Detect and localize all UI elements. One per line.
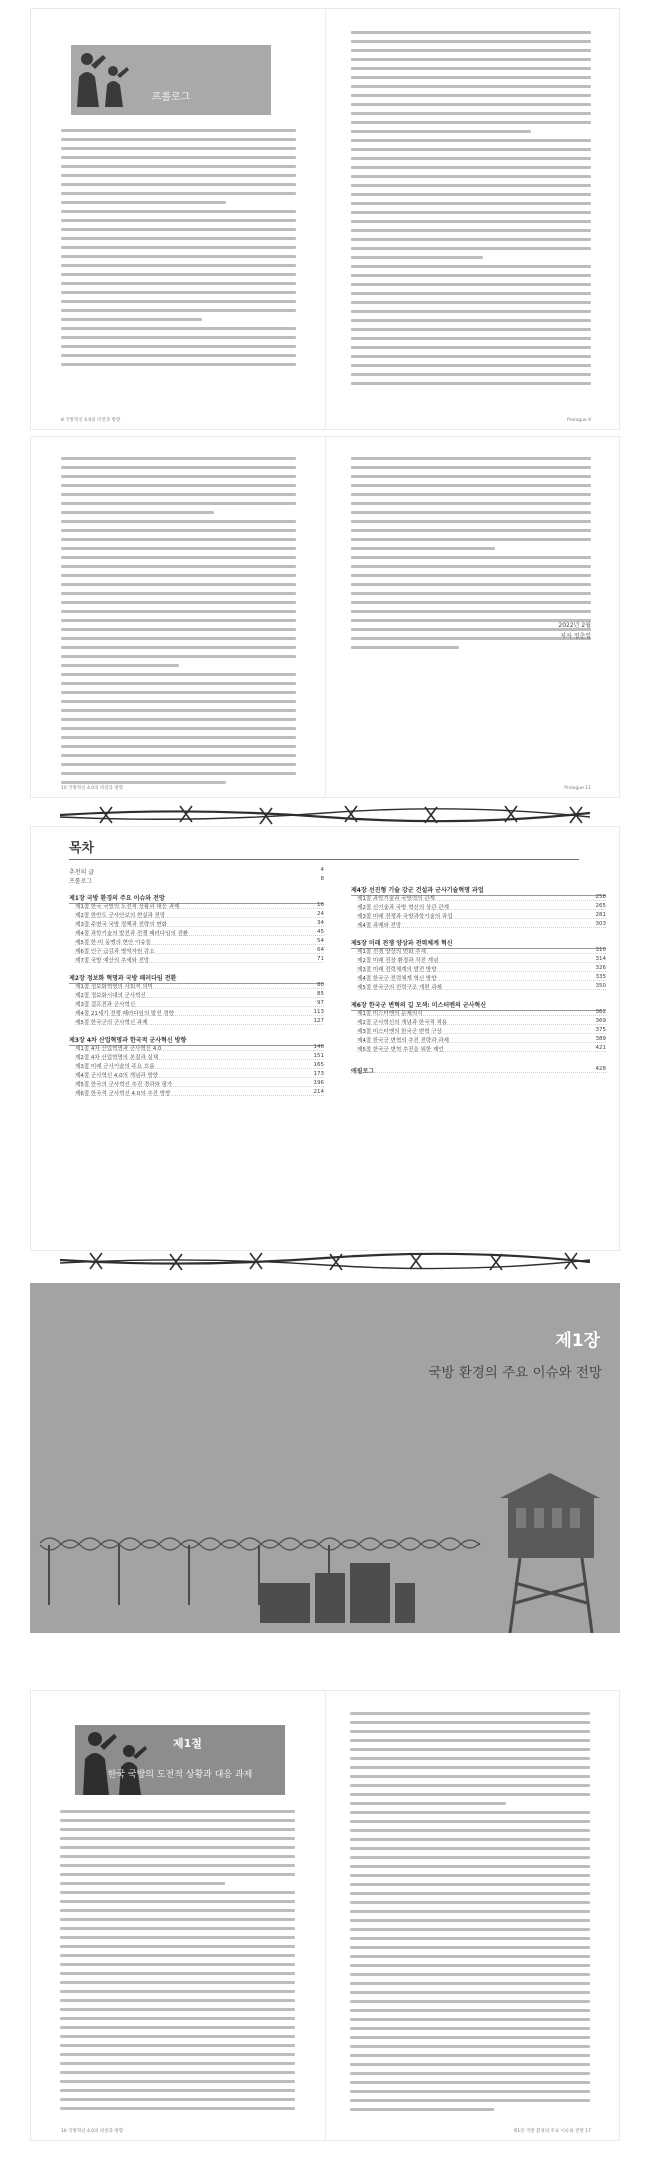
section-number: 제1절 — [173, 1737, 202, 1750]
table-of-contents — [30, 826, 620, 1251]
toc-entry[interactable]: 제5절 한·미 동맹의 현안 이슈들 54 — [75, 938, 324, 946]
section-header-image — [75, 1725, 285, 1795]
toc-entry[interactable]: 프롤로그 8 — [69, 876, 324, 885]
toc-entry[interactable]: 제4절 21세기 전쟁 패러다임의 발전 경향 113 — [75, 1009, 324, 1017]
toc-chapter-3-sections — [69, 1044, 324, 1098]
section-body-text-left — [60, 1810, 295, 2116]
toc-entry[interactable]: 제3절 주변국 국방 정책과 전략의 변화 34 — [75, 920, 324, 928]
toc-chapter-heading[interactable]: 제3장 4차 산업혁명과 한국적 군사혁신 방향 — [69, 1035, 324, 1044]
prologue-body-text-left — [61, 129, 296, 372]
toc-entry[interactable]: 제5절 한국의 군사혁신 추진 경과와 평가 196 — [75, 1080, 324, 1088]
page-footer-right: 제1장 국방 환경의 주요 이슈와 전망 17 — [512, 2129, 591, 2134]
toc-entry[interactable]: 제2절 4차 산업혁명의 본질과 실체 151 — [75, 1053, 324, 1061]
toc-entry[interactable]: 제6절 한국적 군사혁신 4.0의 추진 방향 214 — [75, 1089, 324, 1097]
toc-entry[interactable]: 제2절 한반도 군사안보의 현실과 전망 24 — [75, 911, 324, 919]
prologue-continued-spread — [30, 436, 620, 798]
saluting-soldiers-silhouette — [77, 1725, 167, 1795]
page-footer-left: 10 국방혁신 4.0의 비전과 방향 — [61, 786, 124, 791]
toc-chapter-1-sections — [69, 902, 324, 965]
prologue-continued-text-right — [351, 457, 591, 655]
page-footer-left: 16 국방혁신 4.0의 비전과 방향 — [61, 2129, 124, 2134]
toc-chapter-heading[interactable]: 제2장 정보화 혁명과 국방 패러다임 전환 — [69, 973, 324, 982]
signature-author: 저자 정춘일 — [560, 633, 591, 640]
toc-entry[interactable]: 제1절 정보화혁명의 사회적 의미 80 — [75, 982, 324, 990]
toc-title-rule — [69, 859, 579, 860]
toc-entry[interactable]: 제4절 과제와 전망 303 — [357, 921, 606, 929]
toc-entry[interactable]: 제2절 미래 전장 환경과 작전 개념 314 — [357, 956, 606, 964]
toc-chapter-heading[interactable]: 제1장 국방 환경의 주요 이슈와 전망 — [69, 893, 324, 902]
toc-entry[interactable]: 제1절 미스터맨의 문제의식 362 — [357, 1009, 606, 1017]
toc-entry[interactable]: 제7절 국방 예산의 추세와 전망 71 — [75, 956, 324, 964]
barbed-wire-decoration — [60, 1250, 590, 1274]
toc-entry[interactable]: 제4절 한국군 전력체계 혁신 방향 335 — [357, 974, 606, 982]
toc-chapter-2-sections — [69, 982, 324, 1027]
toc-entry[interactable]: 제3절 미래 전력체계의 발전 방향 326 — [357, 965, 606, 973]
signature-block — [558, 620, 591, 642]
prologue-header-image — [71, 45, 271, 115]
chapter-number: 제1장 — [555, 1331, 600, 1351]
prologue-continued-left-page — [31, 437, 326, 797]
toc-chapter-heading[interactable]: 제4장 선진형 기술 강군 건설과 군사기술혁명 과업 — [351, 885, 606, 894]
prologue-spread — [30, 8, 620, 430]
toc-entry[interactable]: 제3절 미래 군사기술의 주요 흐름 165 — [75, 1062, 324, 1070]
barbed-wire-decoration — [60, 803, 590, 827]
toc-entry[interactable]: 제1절 전쟁 양상의 변화 추세 310 — [357, 947, 606, 955]
page-footer-right: Prologue 11 — [564, 786, 591, 791]
toc-chapter-5-sections — [351, 947, 606, 992]
section-body-text-right — [350, 1712, 590, 2117]
toc-entry[interactable]: 추천의 글 4 — [69, 867, 324, 876]
toc-chapter-heading[interactable]: 제5장 미래 전쟁 양상과 전력체계 혁신 — [351, 938, 606, 947]
toc-entry[interactable]: 제5절 한국군의 군사혁신 과제 127 — [75, 1018, 324, 1026]
chapter-title: 국방 환경의 주요 이슈와 전망 — [428, 1365, 602, 1381]
toc-chapter-4-sections — [351, 894, 606, 930]
toc-entry[interactable]: 제2절 신기술과 국방 혁신의 상관 관계 265 — [357, 903, 606, 911]
toc-entry[interactable]: 제3절 미스터맨의 한국군 변혁 구상 375 — [357, 1027, 606, 1035]
prologue-continued-text-left — [61, 457, 296, 790]
prologue-right-page — [326, 9, 621, 429]
toc-chapter-6-sections — [351, 1009, 606, 1054]
toc-entry[interactable]: 제4절 한국군 변혁의 추진 전략과 과제 389 — [357, 1036, 606, 1044]
toc-entry[interactable]: 제1절 과학기술과 국방력의 관계 258 — [357, 894, 606, 902]
page-footer-left: 8 국방혁신 4.0의 비전과 방향 — [61, 418, 121, 423]
toc-entry[interactable]: 제6절 인구 급감과 병역자원 감소 64 — [75, 947, 324, 955]
toc-entry[interactable]: 제1절 한국 국방의 도전적 상황과 대응 과제 16 — [75, 902, 324, 910]
toc-right-column — [351, 885, 606, 1075]
toc-entry-epilogue[interactable]: 에필로그 428 — [351, 1066, 606, 1075]
prologue-continued-right-page — [326, 437, 621, 797]
toc-chapter-heading[interactable]: 제6장 한국군 변혁의 길 모색: 미스터맨의 군사혁신 — [351, 1000, 606, 1009]
signature-date: 2022년 2월 — [558, 622, 591, 629]
toc-entry[interactable]: 제3절 미래 전쟁과 국방과학기술의 과업 281 — [357, 912, 606, 920]
section-title: 한국 국방의 도전적 상황과 대응 과제 — [107, 1770, 253, 1780]
toc-left-column — [69, 867, 324, 1098]
prologue-title: 프롤로그 — [151, 92, 191, 103]
toc-entry[interactable]: 제3절 걸프전과 군사혁신 97 — [75, 1000, 324, 1008]
prologue-left-page — [31, 9, 326, 429]
toc-entry[interactable]: 제1절 4차 산업혁명과 군사혁신 4.0 146 — [75, 1044, 324, 1052]
toc-entry[interactable]: 제4절 군사혁신 4.0의 개념과 방향 173 — [75, 1071, 324, 1079]
chapter-opener — [30, 1283, 620, 1633]
toc-entry[interactable]: 제2절 정보화시대의 군사혁신 85 — [75, 991, 324, 999]
page-footer-right: Prologue 9 — [567, 418, 591, 423]
toc-title: 목차 — [69, 841, 95, 856]
prologue-body-text-right — [351, 31, 591, 391]
toc-entry[interactable]: 제4절 과학기술의 발전과 전쟁 패러다임의 전환 45 — [75, 929, 324, 937]
toc-entry[interactable]: 제5절 한국군의 전력구조 개편 과제 350 — [357, 983, 606, 991]
toc-entry[interactable]: 제5절 한국군 변혁 추진을 위한 제언 421 — [357, 1045, 606, 1053]
toc-entry[interactable]: 제2절 군사혁신의 개념과 한국적 적용 369 — [357, 1018, 606, 1026]
military-base-illustration — [30, 1283, 620, 1633]
